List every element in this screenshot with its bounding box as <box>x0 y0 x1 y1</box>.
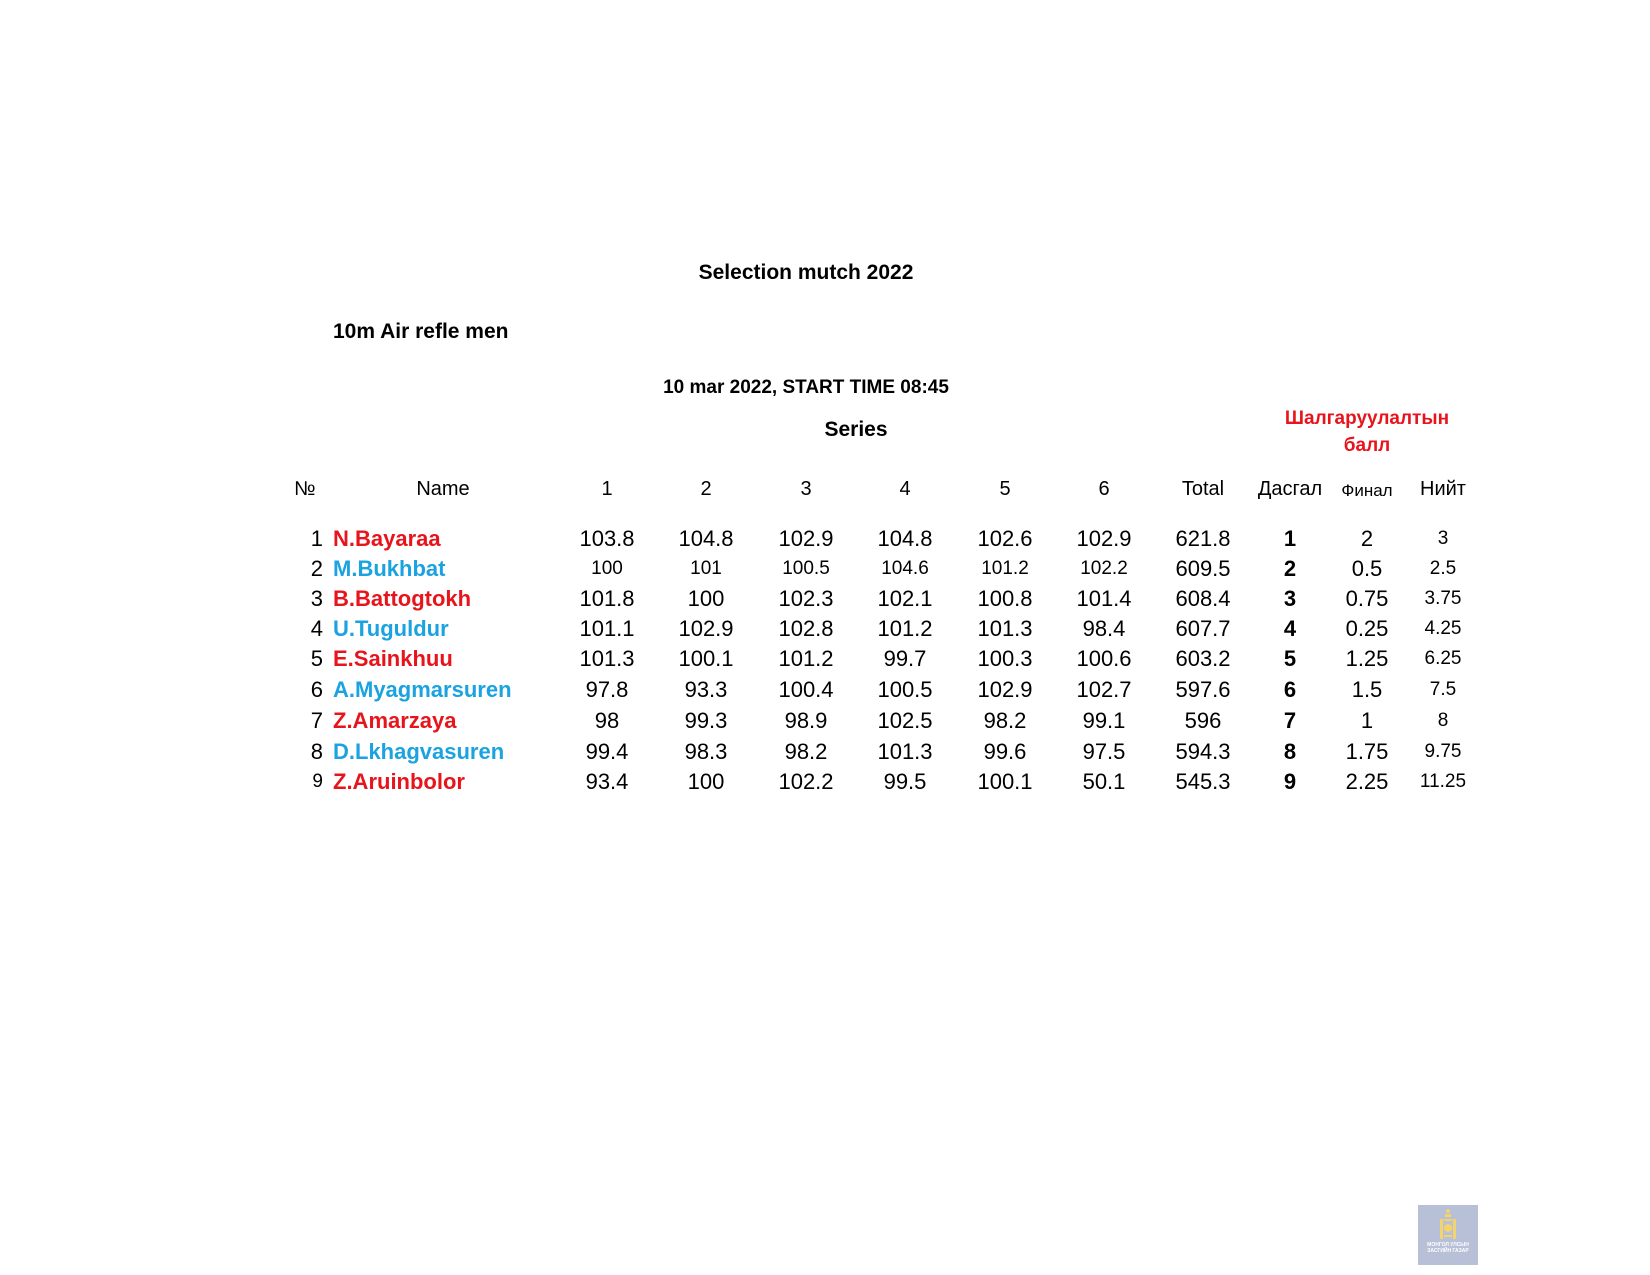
cell-s4: 99.5 <box>883 769 927 794</box>
cell-final: 0.25 <box>1345 616 1389 641</box>
cell-total: 597.6 <box>1175 677 1231 702</box>
athlete-name: B.Battogtokh <box>333 586 472 611</box>
cell-exercise: 1 <box>1283 526 1297 551</box>
cell-s3: 102.8 <box>778 616 834 641</box>
cell-s3: 100.5 <box>782 558 830 579</box>
cell-s2: 93.3 <box>684 677 728 702</box>
table-row <box>0 614 1650 644</box>
rank-number: 8 <box>310 739 323 764</box>
cell-final: 0.5 <box>1351 556 1383 581</box>
cell-s1: 97.8 <box>585 677 629 702</box>
series-label: Series <box>824 418 888 441</box>
cell-s5: 100.8 <box>977 586 1033 611</box>
cell-s3: 100.4 <box>778 677 834 702</box>
rank-number: 7 <box>310 708 323 733</box>
cell-total: 596 <box>1184 708 1222 733</box>
cell-exercise: 6 <box>1283 677 1297 702</box>
cell-s6: 97.5 <box>1082 739 1126 764</box>
document-title: Selection mutch 2022 <box>698 261 914 284</box>
cell-s2: 99.3 <box>684 708 728 733</box>
cell-s6: 102.2 <box>1080 558 1128 579</box>
cell-exercise: 3 <box>1283 586 1297 611</box>
table-row <box>0 584 1650 614</box>
cell-s2: 98.3 <box>684 739 728 764</box>
cell-total: 603.2 <box>1175 646 1231 671</box>
cell-total: 608.4 <box>1175 586 1231 611</box>
cell-overall: 2.5 <box>1429 558 1457 579</box>
table-row <box>0 554 1650 584</box>
cell-final: 1.75 <box>1345 739 1389 764</box>
rank-number: 2 <box>310 556 323 581</box>
header-series-5: 5 <box>999 478 1011 500</box>
athlete-name: U.Tuguldur <box>333 616 449 641</box>
cell-s2: 104.8 <box>678 526 734 551</box>
cell-overall: 11.25 <box>1419 771 1467 792</box>
cell-s2: 100 <box>687 769 725 794</box>
cell-total: 609.5 <box>1175 556 1231 581</box>
header-series-3: 3 <box>800 478 812 500</box>
cell-s6: 98.4 <box>1082 616 1126 641</box>
header-series-1: 1 <box>601 478 613 500</box>
cell-final: 2.25 <box>1345 769 1389 794</box>
cell-s4: 101.3 <box>877 739 933 764</box>
cell-s3: 98.2 <box>784 739 828 764</box>
athlete-name: A.Myagmarsuren <box>333 677 512 702</box>
cell-exercise: 4 <box>1283 616 1297 641</box>
header-series-4: 4 <box>899 478 911 500</box>
athlete-name: E.Sainkhuu <box>333 646 453 671</box>
cell-s5: 102.6 <box>977 526 1033 551</box>
cell-s6: 101.4 <box>1076 586 1132 611</box>
cell-s5: 98.2 <box>983 708 1027 733</box>
cell-s4: 101.2 <box>877 616 933 641</box>
cell-exercise: 8 <box>1283 739 1297 764</box>
cell-s1: 99.4 <box>585 739 629 764</box>
rank-number: 4 <box>310 616 323 641</box>
cell-total: 621.8 <box>1175 526 1231 551</box>
soyombo-emblem-icon <box>1438 1208 1458 1242</box>
cell-final: 1 <box>1360 708 1374 733</box>
cell-s4: 99.7 <box>883 646 927 671</box>
cell-s6: 50.1 <box>1082 769 1126 794</box>
event-name: 10m Air refle men <box>333 320 509 343</box>
cell-s2: 102.9 <box>678 616 734 641</box>
cell-s4: 102.5 <box>877 708 933 733</box>
cell-s5: 100.1 <box>977 769 1033 794</box>
header-series-6: 6 <box>1098 478 1110 500</box>
header-name: Name <box>416 478 470 500</box>
cell-s1: 100 <box>591 558 623 579</box>
table-row <box>0 524 1650 554</box>
cell-final: 1.5 <box>1351 677 1383 702</box>
cell-s4: 102.1 <box>877 586 933 611</box>
cell-overall: 4.25 <box>1424 618 1462 639</box>
cell-s1: 93.4 <box>585 769 629 794</box>
table-row <box>0 675 1650 705</box>
header-series-2: 2 <box>700 478 712 500</box>
cell-s5: 102.9 <box>977 677 1033 702</box>
header-exercise: Дасгал <box>1257 478 1323 500</box>
cell-s2: 100 <box>687 586 725 611</box>
rank-number: 5 <box>310 646 323 671</box>
athlete-name: N.Bayaraa <box>333 526 441 551</box>
qualification-header-line2: балл <box>1343 435 1391 456</box>
cell-s4: 104.6 <box>881 558 929 579</box>
header-final: Финал <box>1341 481 1393 500</box>
cell-exercise: 7 <box>1283 708 1297 733</box>
cell-s6: 102.9 <box>1076 526 1132 551</box>
cell-s1: 101.8 <box>579 586 635 611</box>
cell-final: 2 <box>1360 526 1374 551</box>
cell-s1: 98 <box>594 708 620 733</box>
logo-text-line1: МОНГОЛ УЛСЫН <box>1427 1242 1469 1248</box>
cell-s6: 99.1 <box>1082 708 1126 733</box>
athlete-name: Z.Amarzaya <box>333 708 457 733</box>
cell-s4: 104.8 <box>877 526 933 551</box>
cell-s5: 101.3 <box>977 616 1033 641</box>
cell-s3: 102.3 <box>778 586 834 611</box>
cell-exercise: 5 <box>1283 646 1297 671</box>
cell-s4: 100.5 <box>877 677 933 702</box>
cell-s1: 103.8 <box>579 526 635 551</box>
cell-total: 594.3 <box>1175 739 1231 764</box>
cell-overall: 3 <box>1437 528 1449 549</box>
cell-final: 1.25 <box>1345 646 1389 671</box>
qualification-header-line1: Шалгаруулалтын <box>1284 408 1450 429</box>
logo-text-line2: ЗАСГИЙН ГАЗАР <box>1427 1248 1469 1254</box>
athlete-name: M.Bukhbat <box>333 556 446 581</box>
cell-s1: 101.3 <box>579 646 635 671</box>
cell-overall: 3.75 <box>1424 588 1462 609</box>
cell-s3: 98.9 <box>784 708 828 733</box>
government-logo <box>1418 1205 1478 1265</box>
cell-s5: 100.3 <box>977 646 1033 671</box>
cell-s3: 102.9 <box>778 526 834 551</box>
rank-number: 9 <box>312 771 323 792</box>
cell-overall: 8 <box>1437 710 1449 731</box>
rank-number: 1 <box>310 526 323 551</box>
athlete-name: D.Lkhagvasuren <box>333 739 505 764</box>
cell-s5: 99.6 <box>983 739 1027 764</box>
rank-number: 6 <box>310 677 323 702</box>
table-row <box>0 644 1650 674</box>
cell-exercise: 2 <box>1283 556 1297 581</box>
cell-s6: 100.6 <box>1076 646 1132 671</box>
date-start-time: 10 mar 2022, START TIME 08:45 <box>663 377 949 398</box>
cell-s2: 101 <box>690 558 722 579</box>
table-row <box>0 706 1650 736</box>
cell-exercise: 9 <box>1283 769 1297 794</box>
cell-s6: 102.7 <box>1076 677 1132 702</box>
header-no: № <box>294 478 316 500</box>
cell-s3: 102.2 <box>778 769 834 794</box>
cell-s1: 101.1 <box>579 616 635 641</box>
cell-overall: 6.25 <box>1424 648 1462 669</box>
cell-s3: 101.2 <box>778 646 834 671</box>
table-row <box>0 767 1650 797</box>
qualification-header <box>1267 405 1467 459</box>
athlete-name: Z.Aruinbolor <box>333 769 465 794</box>
table-row <box>0 737 1650 767</box>
cell-final: 0.75 <box>1345 586 1389 611</box>
cell-total: 607.7 <box>1175 616 1231 641</box>
header-overall: Нийт <box>1420 478 1466 500</box>
cell-overall: 7.5 <box>1429 679 1457 700</box>
cell-s5: 101.2 <box>981 558 1029 579</box>
cell-total: 545.3 <box>1175 769 1231 794</box>
header-total: Total <box>1181 478 1225 500</box>
rank-number: 3 <box>310 586 323 611</box>
cell-overall: 9.75 <box>1424 741 1462 762</box>
cell-s2: 100.1 <box>678 646 734 671</box>
